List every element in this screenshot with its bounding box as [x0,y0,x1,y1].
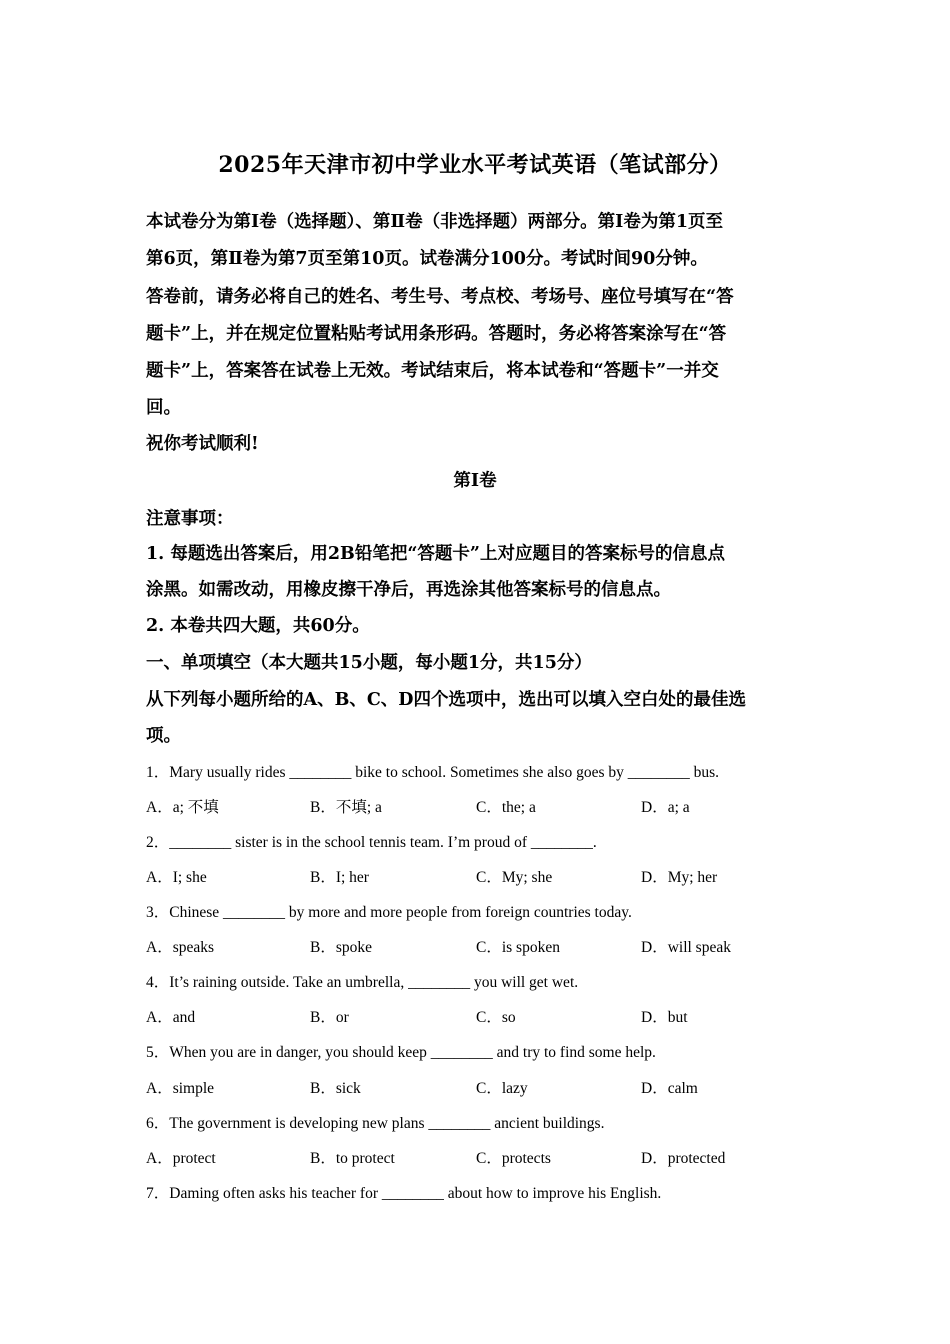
option-c: C．My; she [476,869,553,886]
section-heading: 第Ⅰ卷 [453,471,497,491]
notes-heading: 注意事项： [146,509,234,529]
option-b: B．to protect [310,1150,395,1167]
option-b: B．or [310,1009,349,1026]
question-stem: 3．Chinese ________ by more and more people from foreign countries today. [146,904,632,921]
question-stem: 1．Mary usually rides ________ bike to school. Sometimes she also goes by ________ bus. [146,764,720,781]
notes-line: 1. 每题选出答案后，用2B铅笔把“答题卡”上对应题目的答案标号的信息点 [146,544,725,564]
option-c: C．is spoken [476,939,560,956]
part-one-instruction: 项。 [146,726,181,746]
option-b: B．不填; a [310,799,382,816]
option-a: A．simple [146,1080,215,1097]
question-stem: 4．It’s raining outside. Take an umbrella, ________ you will get wet. [146,974,579,991]
option-a: A．a; 不填 [146,799,219,816]
option-d: D．protected [641,1150,726,1167]
option-c: C．so [476,1009,516,1026]
intro-line: 题卡”上，并在规定位置粘贴考试用条形码。答题时，务必将答案涂写在“答 [146,324,727,344]
intro-line: 答卷前，请务必将自己的姓名、考生号、考点校、考场号、座位号填写在“答 [146,287,734,307]
good-luck-line: 祝你考试顺利! [146,434,259,454]
option-c: C．protects [476,1150,551,1167]
intro-line: 题卡”上，答案答在试卷上无效。考试结束后，将本试卷和“答题卡”一并交 [146,361,719,381]
option-b: B．I; her [310,869,369,886]
option-a: A．protect [146,1150,216,1167]
option-a: A．I; she [146,869,207,886]
option-d: D．but [641,1009,688,1026]
option-d: D．a; a [641,799,690,816]
option-a: A．and [146,1009,196,1026]
option-c: C．the; a [476,799,536,816]
intro-line: 第6页，第Ⅱ卷为第7页至第10页。试卷满分100分。考试时间90分钟。 [146,249,708,269]
intro-line: 回。 [146,398,181,418]
notes-line: 2. 本卷共四大题，共60分。 [146,616,370,636]
part-one-heading: 一、单项填空（本大题共15小题，每小题1分，共15分） [146,653,592,673]
option-d: D．will speak [641,939,731,956]
question-stem: 5．When you are in danger, you should keep ________ and try to find some help. [146,1044,656,1061]
question-stem: 7．Daming often asks his teacher for ________ about how to improve his English. [146,1185,662,1202]
part-one-instruction: 从下列每小题所给的A、B、C、D四个选项中，选出可以填入空白处的最佳选 [146,690,746,710]
option-a: A．speaks [146,939,215,956]
option-b: B．spoke [310,939,373,956]
option-d: D．My; her [641,869,718,886]
notes-line: 涂黑。如需改动，用橡皮擦干净后，再选涂其他答案标号的信息点。 [146,580,671,600]
question-stem: 6．The government is developing new plans ________ ancient buildings. [146,1115,605,1132]
option-b: B．sick [310,1080,361,1097]
option-d: D．calm [641,1080,698,1097]
question-stem: 2．________ sister is in the school tennis team. I’m proud of ________. [146,834,597,851]
exam-title: 2025年天津市初中学业水平考试英语（笔试部分） [218,152,732,178]
intro-line: 本试卷分为第Ⅰ卷（选择题）、第Ⅱ卷（非选择题）两部分。第Ⅰ卷为第1页至 [146,212,724,232]
option-c: C．lazy [476,1080,528,1097]
